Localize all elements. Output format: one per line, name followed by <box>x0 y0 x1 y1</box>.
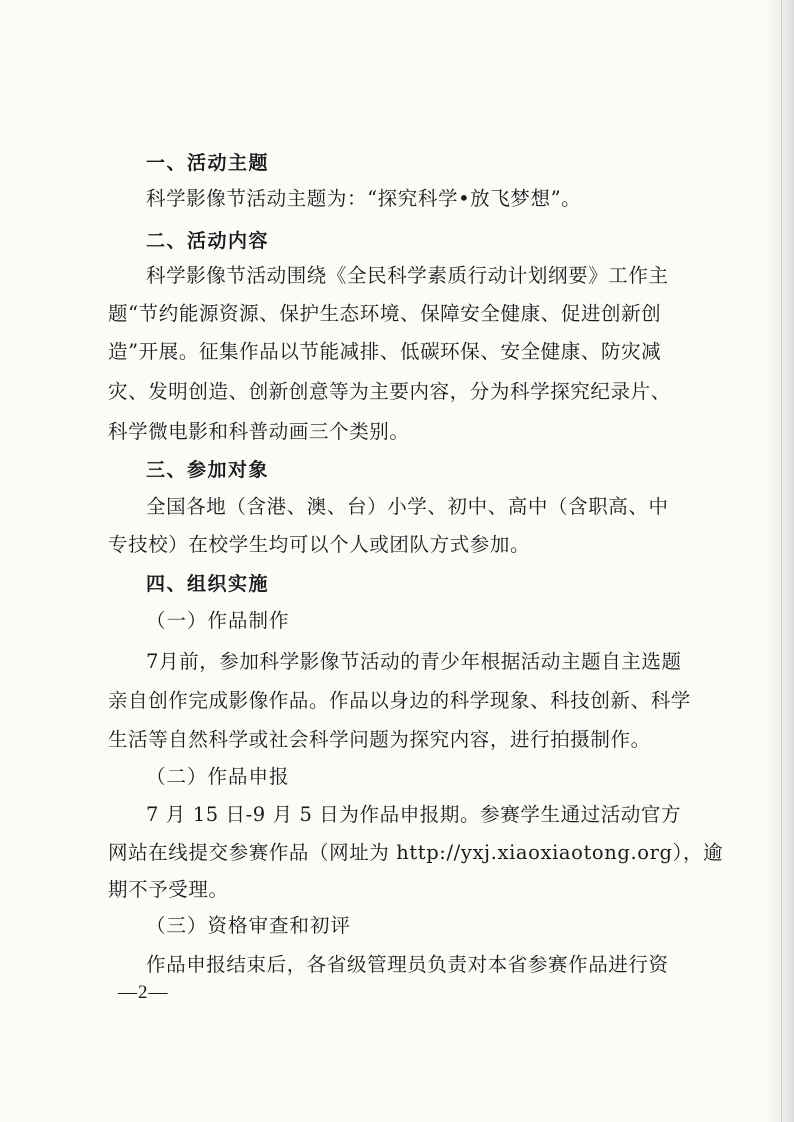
paragraph-line: 网站在线提交参赛作品（网址为 http://yxj.xiaoxiaotong.org），逾 <box>108 841 724 864</box>
subsection-heading-review: （三）资格审查和初评 <box>146 914 352 937</box>
paragraph-line: 题“节约能源资源、保护生态环境、保障安全健康、促进创新创 <box>108 302 662 325</box>
paragraph-line: 作品申报结束后，各省级管理员负责对本省参赛作品进行资 <box>146 953 669 976</box>
section-heading-participants: 三、参加对象 <box>146 459 270 481</box>
paragraph-line: 期不予受理。 <box>108 878 229 901</box>
paragraph-line: 造”开展。征集作品以节能减排、低碳环保、安全健康、防灾减 <box>108 340 662 363</box>
subsection-heading-submission: （二）作品申报 <box>146 765 290 788</box>
paragraph-line: 生活等自然科学或社会科学问题为探究内容，进行拍摄制作。 <box>108 728 651 751</box>
paragraph-line: 7月前，参加科学影像节活动的青少年根据活动主题自主选题 <box>146 650 682 673</box>
section-heading-implementation: 四、组织实施 <box>146 573 270 595</box>
paragraph-line: 亲自创作完成影像作品。作品以身边的科学现象、科技创新、科学 <box>108 689 691 712</box>
paragraph-line: 科学影像节活动围绕《全民科学素质行动计划纲要》工作主 <box>146 264 669 287</box>
paragraph-line: 7 月 15 日-9 月 5 日为作品申报期。参赛学生通过活动官方 <box>146 803 682 826</box>
paragraph-line: 科学影像节活动主题为：“探究科学•放飞梦想”。 <box>146 187 582 210</box>
section-heading-theme: 一、活动主题 <box>146 152 270 174</box>
paragraph-line: 灾、发明创造、创新创意等为主要内容，分为科学探究纪录片、 <box>108 380 671 403</box>
section-heading-content: 二、活动内容 <box>146 230 270 252</box>
paragraph-line: 专技校）在校学生均可以个人或团队方式参加。 <box>108 533 531 556</box>
page-number: —2— <box>118 982 169 1003</box>
paragraph-line: 科学微电影和科普动画三个类别。 <box>108 420 410 443</box>
paragraph-line: 全国各地（含港、澳、台）小学、初中、高中（含职高、中 <box>146 495 669 518</box>
subsection-heading-production: （一）作品制作 <box>146 609 290 632</box>
